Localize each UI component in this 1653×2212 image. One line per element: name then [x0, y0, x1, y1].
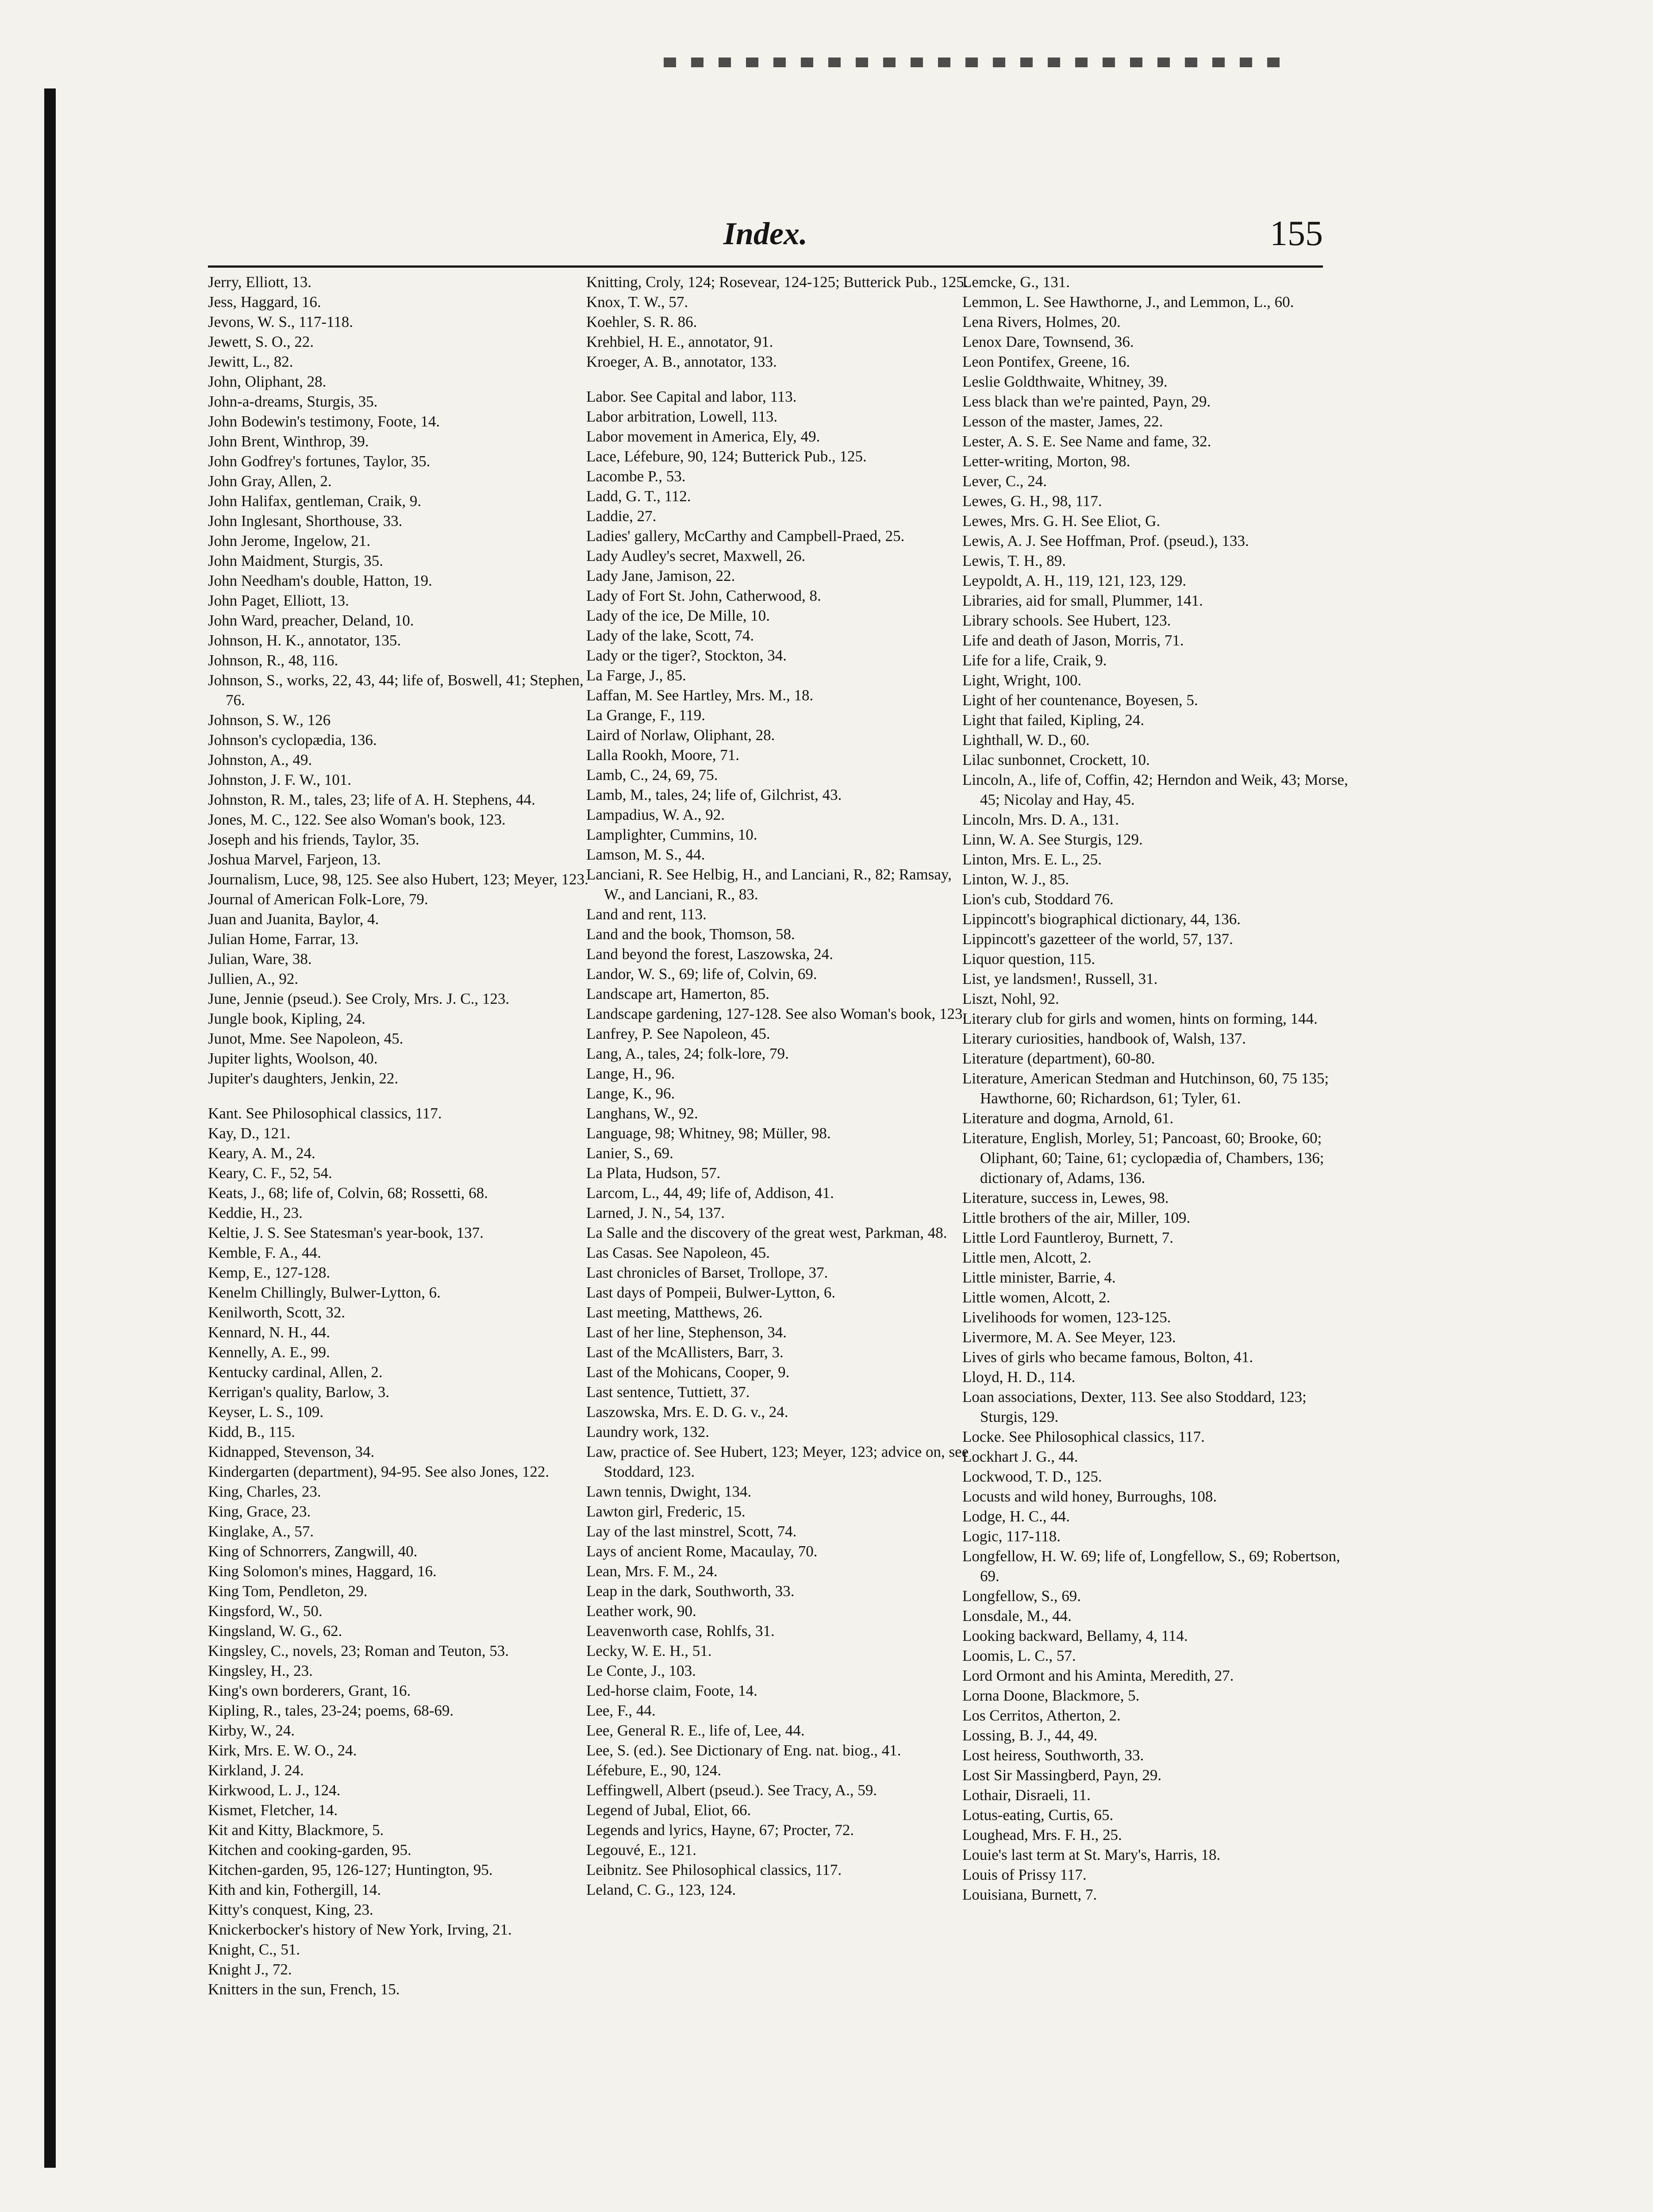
index-entry: Livelihoods for women, 123-125. — [962, 1309, 1171, 1326]
index-entry: Jupiter's daughters, Jenkin, 22. — [208, 1070, 399, 1087]
index-entry: Lena Rivers, Holmes, 20. — [962, 313, 1121, 330]
index-entry: Lockhart J. G., 44. — [962, 1448, 1078, 1465]
index-entry: La Plata, Hudson, 57. — [586, 1164, 721, 1182]
index-entry: Last of the McAllisters, Barr, 3. — [586, 1344, 784, 1361]
index-entry: Kingsley, H., 23. — [208, 1662, 313, 1679]
index-entry: Lothair, Disraeli, 11. — [962, 1786, 1091, 1804]
index-entry: Johnson, R., 48, 116. — [208, 652, 338, 669]
index-entry: Lesson of the master, James, 22. — [962, 413, 1163, 430]
index-entry: Krehbiel, H. E., annotator, 91. — [586, 333, 773, 350]
index-entry: Johnson, H. K., annotator, 135. — [208, 632, 401, 649]
index-entry: Lewes, G. H., 98, 117. — [962, 492, 1102, 510]
index-entry: Jevons, W. S., 117-118. — [208, 313, 353, 330]
header-rule — [208, 265, 1323, 268]
index-entry: Loomis, L. C., 57. — [962, 1647, 1076, 1664]
index-entry: Lady of Fort St. John, Catherwood, 8. — [586, 587, 821, 604]
index-entry: Lippincott's gazetteer of the world, 57, 137. — [962, 930, 1233, 948]
index-entry: John Jerome, Ingelow, 21. — [208, 532, 371, 549]
index-entry: Koehler, S. R. 86. — [586, 313, 697, 330]
index-entry: King, Grace, 23. — [208, 1503, 311, 1520]
index-entry: Lewes, Mrs. G. H. See Eliot, G. — [962, 512, 1161, 530]
index-entry: Liszt, Nohl, 92. — [962, 990, 1059, 1007]
index-entry: Kidnapped, Stevenson, 34. — [208, 1443, 375, 1460]
index-entry: Lotus-eating, Curtis, 65. — [962, 1806, 1114, 1824]
index-entry: Livermore, M. A. See Meyer, 123. — [962, 1329, 1176, 1346]
index-entry: Kenelm Chillingly, Bulwer-Lytton, 6. — [208, 1284, 441, 1301]
index-entry: Lossing, B. J., 44, 49. — [962, 1727, 1098, 1744]
index-entry: King, Charles, 23. — [208, 1483, 321, 1500]
index-entry: Kitty's conquest, King, 23. — [208, 1901, 373, 1918]
index-entry: Language, 98; Whitney, 98; Müller, 98. — [586, 1125, 831, 1142]
index-entry: Journalism, Luce, 98, 125. See also Hubert, 123; Meyer, 123. — [208, 871, 588, 888]
index-entry: Kidd, B., 115. — [208, 1423, 296, 1440]
index-entry: King Solomon's mines, Haggard, 16. — [208, 1563, 437, 1580]
index-entry: Kroeger, A. B., annotator, 133. — [586, 353, 777, 370]
index-column-3 — [962, 272, 1352, 1905]
index-entry: John, Oliphant, 28. — [208, 373, 327, 390]
index-entry: Kingsland, W. G., 62. — [208, 1622, 342, 1640]
index-entry: Laszowska, Mrs. E. D. G. v., 24. — [586, 1403, 788, 1421]
index-entry: Literature, success in, Lewes, 98. — [962, 1189, 1169, 1206]
index-entry: Last sentence, Tuttiett, 37. — [586, 1383, 750, 1401]
index-entry: Labor. See Capital and labor, 113. — [586, 388, 797, 405]
index-entry: Lincoln, Mrs. D. A., 131. — [962, 811, 1119, 828]
index-entry: Kant. See Philosophical classics, 117. — [208, 1105, 442, 1122]
index-entry: Locusts and wild honey, Burroughs, 108. — [962, 1488, 1217, 1505]
index-entry: Lost Sir Massingberd, Payn, 29. — [962, 1767, 1162, 1784]
index-entry: Juan and Juanita, Baylor, 4. — [208, 910, 379, 928]
index-entry: La Farge, J., 85. — [586, 667, 686, 684]
index-entry: Keary, A. M., 24. — [208, 1144, 315, 1162]
index-entry: Lorna Doone, Blackmore, 5. — [962, 1687, 1140, 1704]
index-entry: Kitchen and cooking-garden, 95. — [208, 1841, 411, 1859]
index-entry: Keats, J., 68; life of, Colvin, 68; Rossetti, 68. — [208, 1184, 488, 1202]
index-entry: Lady Audley's secret, Maxwell, 26. — [586, 547, 806, 565]
index-entry: John-a-dreams, Sturgis, 35. — [208, 393, 378, 410]
index-entry: Kirk, Mrs. E. W. O., 24. — [208, 1742, 357, 1759]
index-entry: Julian, Ware, 38. — [208, 950, 312, 968]
index-entry: Kingsford, W., 50. — [208, 1602, 323, 1620]
index-entry: Lanciani, R. See Helbig, H., and Lanciani, R., 82; Ramsay, W., and Lanciani, R., 83. — [586, 866, 952, 903]
index-entry: Lamb, M., tales, 24; life of, Gilchrist, 43. — [586, 786, 842, 803]
section-gap — [208, 1088, 597, 1103]
index-entry: Less black than we're painted, Payn, 29. — [962, 393, 1211, 410]
index-entry: Lester, A. S. E. See Name and fame, 32. — [962, 433, 1211, 450]
index-entry: Last chronicles of Barset, Trollope, 37. — [586, 1264, 828, 1281]
index-entry: Libraries, aid for small, Plummer, 141. — [962, 592, 1203, 609]
index-entry: Lamplighter, Cummins, 10. — [586, 826, 757, 843]
index-entry: Jungle book, Kipling, 24. — [208, 1010, 365, 1027]
index-entry: Light that failed, Kipling, 24. — [962, 711, 1145, 729]
index-entry: Literature, American Stedman and Hutchinson, 60, 75 135; Hawthorne, 60; Richardson, 61; Tyler, 61. — [962, 1070, 1329, 1107]
index-entry: Linton, Mrs. E. L., 25. — [962, 851, 1102, 868]
index-entry: Kemble, F. A., 44. — [208, 1244, 321, 1261]
index-entry: Literary curiosities, handbook of, Walsh, 137. — [962, 1030, 1246, 1047]
index-entry: Kirby, W., 24. — [208, 1722, 295, 1739]
index-entry: Ladies' gallery, McCarthy and Campbell-Praed, 25. — [586, 527, 905, 545]
index-entry: Lee, F., 44. — [586, 1702, 656, 1719]
index-entry: Locke. See Philosophical classics, 117. — [962, 1428, 1205, 1445]
index-entry: Lee, General R. E., life of, Lee, 44. — [586, 1722, 805, 1739]
page-number: 155 — [1270, 214, 1323, 253]
index-entry: Lenox Dare, Townsend, 36. — [962, 333, 1134, 350]
index-entry: Legouvé, E., 121. — [586, 1841, 696, 1859]
index-entry: Lamb, C., 24, 69, 75. — [586, 766, 718, 783]
index-entry: Lewis, T. H., 89. — [962, 552, 1066, 569]
index-entry: Lean, Mrs. F. M., 24. — [586, 1563, 718, 1580]
index-entry: Laird of Norlaw, Oliphant, 28. — [586, 726, 775, 744]
index-entry: Light, Wright, 100. — [962, 672, 1082, 689]
index-entry: Lord Ormont and his Aminta, Meredith, 27. — [962, 1667, 1234, 1684]
index-entry: Lockwood, T. D., 125. — [962, 1468, 1102, 1485]
index-entry: Los Cerritos, Atherton, 2. — [962, 1707, 1121, 1724]
index-entry: Literature and dogma, Arnold, 61. — [962, 1110, 1174, 1127]
index-entry: Letter-writing, Morton, 98. — [962, 453, 1130, 470]
index-entry: Land and rent, 113. — [586, 906, 707, 923]
index-entry: Little Lord Fauntleroy, Burnett, 7. — [962, 1229, 1173, 1246]
index-entry: Little men, Alcott, 2. — [962, 1249, 1092, 1266]
index-entry: Jess, Haggard, 16. — [208, 293, 321, 311]
index-entry: Jupiter lights, Woolson, 40. — [208, 1050, 378, 1067]
index-entry: Loan associations, Dexter, 113. See also Stoddard, 123; Sturgis, 129. — [962, 1388, 1307, 1425]
index-entry: Joshua Marvel, Farjeon, 13. — [208, 851, 381, 868]
index-entry: Lion's cub, Stoddard 76. — [962, 891, 1114, 908]
index-column-2 — [586, 272, 976, 1900]
index-entry: John Maidment, Sturgis, 35. — [208, 552, 384, 569]
index-entry: King's own borderers, Grant, 16. — [208, 1682, 411, 1699]
index-entry: Lange, K., 96. — [586, 1085, 675, 1102]
index-entry: Louis of Prissy 117. — [962, 1866, 1087, 1883]
index-entry: Johnston, R. M., tales, 23; life of A. H. Stephens, 44. — [208, 791, 535, 808]
index-entry: Linton, W. J., 85. — [962, 871, 1069, 888]
index-entry: Lay of the last minstrel, Scott, 74. — [586, 1523, 797, 1540]
index-entry: Lecky, W. E. H., 51. — [586, 1642, 712, 1659]
index-entry: Legends and lyrics, Hayne, 67; Procter, 72. — [586, 1821, 854, 1839]
index-entry: Light of her countenance, Boyesen, 5. — [962, 691, 1198, 709]
index-entry: Land beyond the forest, Laszowska, 24. — [586, 945, 833, 963]
index-entry: Looking backward, Bellamy, 4, 114. — [962, 1627, 1188, 1644]
index-entry: John Paget, Elliott, 13. — [208, 592, 349, 609]
index-entry: Landscape gardening, 127-128. See also Woman's book, 123. — [586, 1005, 967, 1022]
index-entry: John Brent, Winthrop, 39. — [208, 433, 369, 450]
index-entry: Jullien, A., 92. — [208, 970, 299, 987]
index-entry: Literary club for girls and women, hints on forming, 144. — [962, 1010, 1318, 1027]
index-entry: Liquor question, 115. — [962, 950, 1096, 968]
index-entry: Longfellow, H. W. 69; life of, Longfellow, S., 69; Robertson, 69. — [962, 1548, 1340, 1585]
index-entry: Lampadius, W. A., 92. — [586, 806, 725, 823]
index-entry: Last of her line, Stephenson, 34. — [586, 1324, 787, 1341]
index-entry: Kerrigan's quality, Barlow, 3. — [208, 1383, 390, 1401]
index-entry: Leffingwell, Albert (pseud.). See Tracy, A., 59. — [586, 1782, 877, 1799]
index-entry: Lamson, M. S., 44. — [586, 846, 705, 863]
index-entry: Labor movement in America, Ely, 49. — [586, 428, 820, 445]
index-entry: Leland, C. G., 123, 124. — [586, 1881, 736, 1898]
index-entry: John Ward, preacher, Deland, 10. — [208, 612, 414, 629]
index-entry: Knox, T. W., 57. — [586, 293, 688, 311]
index-entry: Linn, W. A. See Sturgis, 129. — [962, 831, 1143, 848]
page-header — [208, 212, 1323, 255]
index-entry: Kismet, Fletcher, 14. — [208, 1801, 338, 1819]
index-entry: Lippincott's biographical dictionary, 44, 136. — [962, 910, 1241, 928]
index-entry: Léfebure, E., 90, 124. — [586, 1762, 722, 1779]
index-entry: Lady of the lake, Scott, 74. — [586, 627, 754, 644]
index-entry: Kinglake, A., 57. — [208, 1523, 314, 1540]
index-entry: Johnson, S., works, 22, 43, 44; life of, Boswell, 41; Stephen, 76. — [208, 672, 584, 709]
index-entry: Lang, A., tales, 24; folk-lore, 79. — [586, 1045, 789, 1062]
scan-edge-bar — [44, 88, 56, 2168]
index-entry: Jewett, S. O., 22. — [208, 333, 314, 350]
index-entry: Lange, H., 96. — [586, 1065, 675, 1082]
index-entry: John Halifax, gentleman, Craik, 9. — [208, 492, 422, 510]
index-entry: Library schools. See Hubert, 123. — [962, 612, 1171, 629]
index-entry: Larcom, L., 44, 49; life of, Addison, 41. — [586, 1184, 834, 1202]
index-entry: Kentucky cardinal, Allen, 2. — [208, 1363, 383, 1381]
index-entry: Louisiana, Burnett, 7. — [962, 1886, 1097, 1903]
index-entry: Lever, C., 24. — [962, 472, 1047, 490]
index-entry: Kindergarten (department), 94-95. See also Jones, 122. — [208, 1463, 550, 1480]
index-entry: Laddie, 27. — [586, 507, 657, 525]
index-entry: Leon Pontifex, Greene, 16. — [962, 353, 1130, 370]
page-title: Index. — [723, 216, 808, 251]
index-entry: Little women, Alcott, 2. — [962, 1289, 1111, 1306]
index-entry: Longfellow, S., 69. — [962, 1587, 1081, 1605]
index-entry: Kit and Kitty, Blackmore, 5. — [208, 1821, 384, 1839]
index-entry: Last of the Mohicans, Cooper, 9. — [586, 1363, 790, 1381]
index-entry: Larned, J. N., 54, 137. — [586, 1204, 725, 1221]
index-entry: Lawton girl, Frederic, 15. — [586, 1503, 746, 1520]
index-entry: Lloyd, H. D., 114. — [962, 1368, 1076, 1386]
index-entry: Lacombe P., 53. — [586, 468, 686, 485]
index-entry: Knickerbocker's history of New York, Irving, 21. — [208, 1921, 512, 1938]
index-entry: Knitters in the sun, French, 15. — [208, 1981, 400, 1998]
index-entry: Logic, 117-118. — [962, 1528, 1061, 1545]
index-entry: Kirkwood, L. J., 124. — [208, 1782, 341, 1799]
index-entry: Little minister, Barrie, 4. — [962, 1269, 1116, 1286]
index-entry: John Gray, Allen, 2. — [208, 472, 332, 490]
index-entry: Lady of the ice, De Mille, 10. — [586, 607, 770, 624]
index-entry: Keyser, L. S., 109. — [208, 1403, 324, 1421]
index-entry: Lawn tennis, Dwight, 134. — [586, 1483, 752, 1500]
index-entry: Law, practice of. See Hubert, 123; Meyer, 123; advice on, see Stoddard, 123. — [586, 1443, 969, 1480]
index-entry: Johnson's cyclopædia, 136. — [208, 731, 377, 749]
index-entry: John Bodewin's testimony, Foote, 14. — [208, 413, 440, 430]
index-entry: Lalla Rookh, Moore, 71. — [586, 746, 740, 764]
index-entry: Kay, D., 121. — [208, 1125, 291, 1142]
index-entry: Landor, W. S., 69; life of, Colvin, 69. — [586, 965, 817, 983]
index-entry: John Needham's double, Hatton, 19. — [208, 572, 432, 589]
index-entry: Little brothers of the air, Miller, 109. — [962, 1209, 1191, 1226]
index-entry: Lee, S. (ed.). See Dictionary of Eng. nat. biog., 41. — [586, 1742, 901, 1759]
index-entry: Jewitt, L., 82. — [208, 353, 293, 370]
index-entry: Journal of American Folk-Lore, 79. — [208, 891, 428, 908]
index-entry: Legend of Jubal, Eliot, 66. — [586, 1801, 751, 1819]
index-entry: Life and death of Jason, Morris, 71. — [962, 632, 1184, 649]
index-entry: Kennard, N. H., 44. — [208, 1324, 331, 1341]
index-entry: Kitchen-garden, 95, 126-127; Huntington, 95. — [208, 1861, 493, 1878]
index-entry: John Godfrey's fortunes, Taylor, 35. — [208, 453, 431, 470]
index-entry: Lace, Léfebure, 90, 124; Butterick Pub., 125. — [586, 448, 867, 465]
index-entry: Lilac sunbonnet, Crockett, 10. — [962, 751, 1150, 768]
index-entry: Lays of ancient Rome, Macaulay, 70. — [586, 1543, 818, 1560]
index-entry: Laundry work, 132. — [586, 1423, 710, 1440]
index-entry: Langhans, W., 92. — [586, 1105, 698, 1122]
index-entry: Lemmon, L. See Hawthorne, J., and Lemmon, L., 60. — [962, 293, 1294, 311]
index-entry: King Tom, Pendleton, 29. — [208, 1582, 368, 1600]
index-entry: Jones, M. C., 122. See also Woman's book, 123. — [208, 811, 506, 828]
index-entry: Junot, Mme. See Napoleon, 45. — [208, 1030, 404, 1047]
index-entry: Land and the book, Thomson, 58. — [586, 926, 795, 943]
index-entry: John Inglesant, Shorthouse, 33. — [208, 512, 403, 530]
index-entry: Lodge, H. C., 44. — [962, 1508, 1070, 1525]
index-entry: Last meeting, Matthews, 26. — [586, 1304, 763, 1321]
index-entry: Keary, C. F., 52, 54. — [208, 1164, 332, 1182]
index-entry: Kipling, R., tales, 23-24; poems, 68-69. — [208, 1702, 454, 1719]
index-entry: La Salle and the discovery of the great west, Parkman, 48. — [586, 1224, 947, 1241]
index-entry: La Grange, F., 119. — [586, 707, 706, 724]
index-entry: Led-horse claim, Foote, 14. — [586, 1682, 757, 1699]
index-entry: Lanfrey, P. See Napoleon, 45. — [586, 1025, 770, 1042]
index-entry: List, ye landsmen!, Russell, 31. — [962, 970, 1158, 987]
index-entry: Las Casas. See Napoleon, 45. — [586, 1244, 770, 1261]
index-entry: Kemp, E., 127-128. — [208, 1264, 331, 1281]
index-entry: Jerry, Elliott, 13. — [208, 273, 311, 291]
index-entry: Knight J., 72. — [208, 1961, 292, 1978]
index-entry: Joseph and his friends, Taylor, 35. — [208, 831, 419, 848]
index-entry: Knight, C., 51. — [208, 1941, 300, 1958]
index-entry: Lincoln, A., life of, Coffin, 42; Herndon and Weik, 43; Morse, 45; Nicolay and Hay, 45. — [962, 771, 1348, 808]
index-entry: Kenilworth, Scott, 32. — [208, 1304, 346, 1321]
index-entry: Kith and kin, Fothergill, 14. — [208, 1881, 381, 1898]
index-entry: Leibnitz. See Philosophical classics, 117. — [586, 1861, 842, 1878]
index-entry: Johnston, A., 49. — [208, 751, 312, 768]
index-entry: June, Jennie (pseud.). See Croly, Mrs. J. C., 123. — [208, 990, 510, 1007]
scan-marks — [664, 58, 1283, 67]
index-entry: Kennelly, A. E., 99. — [208, 1344, 330, 1361]
index-entry: Kingsley, C., novels, 23; Roman and Teuton, 53. — [208, 1642, 509, 1659]
index-entry: Keddie, H., 23. — [208, 1204, 303, 1221]
index-entry: Loughead, Mrs. F. H., 25. — [962, 1826, 1122, 1843]
index-entry: Julian Home, Farrar, 13. — [208, 930, 359, 948]
index-entry: Lady or the tiger?, Stockton, 34. — [586, 647, 787, 664]
section-gap — [586, 372, 976, 387]
index-entry: Leslie Goldthwaite, Whitney, 39. — [962, 373, 1168, 390]
index-entry: Labor arbitration, Lowell, 113. — [586, 408, 778, 425]
index-entry: Lemcke, G., 131. — [962, 273, 1070, 291]
index-entry: Ladd, G. T., 112. — [586, 488, 691, 505]
index-entry: Lives of girls who became famous, Bolton, 41. — [962, 1348, 1253, 1366]
index-entry: Leypoldt, A. H., 119, 121, 123, 129. — [962, 572, 1187, 589]
index-entry: Johnson, S. W., 126 — [208, 711, 331, 729]
index-entry: Life for a life, Craik, 9. — [962, 652, 1107, 669]
index-entry: Leap in the dark, Southworth, 33. — [586, 1582, 795, 1600]
index-entry: Literature, English, Morley, 51; Pancoast, 60; Brooke, 60; Oliphant, 60; Taine, 61; cyclopædia of, Chambers, 136; dictionary of, Adams, 136. — [962, 1129, 1324, 1187]
index-entry: Lanier, S., 69. — [586, 1144, 673, 1162]
index-entry: Keltie, J. S. See Statesman's year-book, 137. — [208, 1224, 484, 1241]
index-entry: Laffan, M. See Hartley, Mrs. M., 18. — [586, 687, 814, 704]
index-entry: Literature (department), 60-80. — [962, 1050, 1155, 1067]
index-entry: Lady Jane, Jamison, 22. — [586, 567, 735, 584]
index-entry: Lewis, A. J. See Hoffman, Prof. (pseud.), 133. — [962, 532, 1249, 549]
index-entry: Johnston, J. F. W., 101. — [208, 771, 351, 788]
index-entry: Lost heiress, Southworth, 33. — [962, 1747, 1144, 1764]
index-entry: Leavenworth case, Rohlfs, 31. — [586, 1622, 775, 1640]
index-entry: Knitting, Croly, 124; Rosevear, 124-125; Butterick Pub., 125. — [586, 273, 968, 291]
index-entry: King of Schnorrers, Zangwill, 40. — [208, 1543, 418, 1560]
index-entry: Lighthall, W. D., 60. — [962, 731, 1090, 749]
index-entry: Lonsdale, M., 44. — [962, 1607, 1072, 1624]
index-entry: Last days of Pompeii, Bulwer-Lytton, 6. — [586, 1284, 836, 1301]
index-entry: Landscape art, Hamerton, 85. — [586, 985, 770, 1002]
index-entry: Leather work, 90. — [586, 1602, 696, 1620]
index-entry: Le Conte, J., 103. — [586, 1662, 696, 1679]
index-entry: Kirkland, J. 24. — [208, 1762, 304, 1779]
index-entry: Louie's last term at St. Mary's, Harris, 18. — [962, 1846, 1221, 1863]
index-column-1 — [208, 272, 597, 1999]
